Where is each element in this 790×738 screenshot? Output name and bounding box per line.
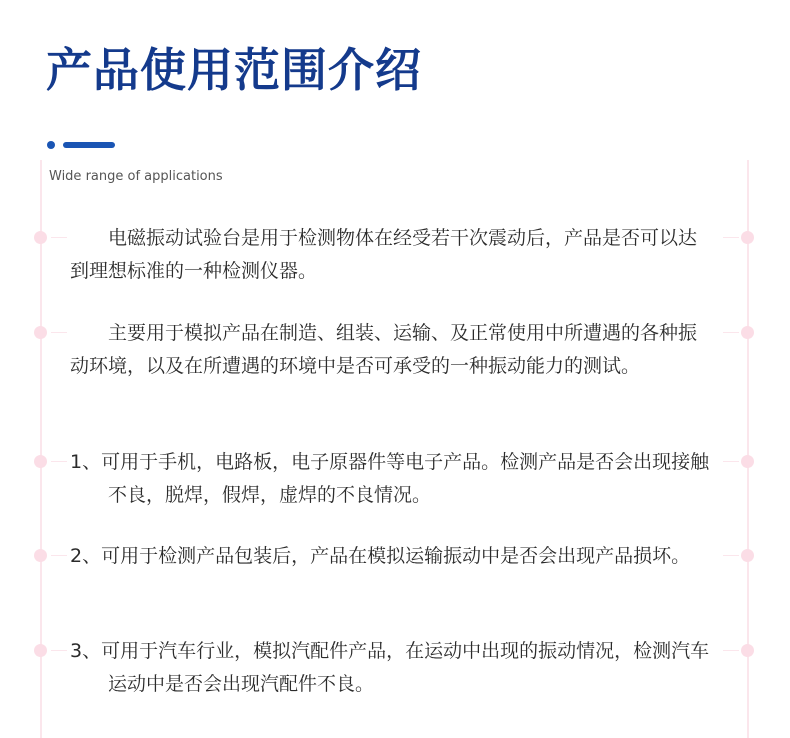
- bullet-marker-left: [34, 644, 47, 657]
- marker-tick-left: [51, 650, 67, 651]
- page-subtitle: Wide range of applications: [49, 169, 223, 184]
- marker-tick-right: [723, 332, 739, 333]
- application-item: 1、可用于手机，电路板，电子原器件等电子产品。检测产品是否会出现接触不良，脱焊，假焊，虚焊的不良情况。: [70, 451, 710, 506]
- bullet-marker-right: [741, 455, 754, 468]
- accent-dot: [47, 141, 55, 149]
- bullet-marker-right: [741, 549, 754, 562]
- bullet-marker-left: [34, 231, 47, 244]
- page-title: 产品使用范围介绍: [46, 43, 422, 97]
- bullet-marker-right: [741, 644, 754, 657]
- marker-tick-left: [51, 461, 67, 462]
- application-item: 2、可用于检测产品包装后，产品在模拟运输振动中是否会出现产品损坏。: [70, 545, 691, 567]
- marker-tick-left: [51, 237, 67, 238]
- bullet-marker-right: [741, 326, 754, 339]
- accent-bar: [63, 142, 115, 148]
- intro-paragraph: 电磁振动试验台是用于检测物体在经受若干次震动后，产品是否可以达到理想标准的一种检测仪器。: [70, 227, 698, 282]
- marker-tick-left: [51, 555, 67, 556]
- usage-paragraph: 主要用于模拟产品在制造、组装、运输、及正常使用中所遭遇的各种振动环境，以及在所遭遇的环境中是否可承受的一种振动能力的测试。: [70, 322, 698, 377]
- marker-tick-right: [723, 237, 739, 238]
- bullet-marker-left: [34, 455, 47, 468]
- marker-tick-left: [51, 332, 67, 333]
- bullet-marker-right: [741, 231, 754, 244]
- bullet-marker-left: [34, 326, 47, 339]
- bullet-marker-left: [34, 549, 47, 562]
- application-item: 3、可用于汽车行业，模拟汽配件产品，在运动中出现的振动情况，检测汽车运动中是否会出现汽配件不良。: [70, 640, 710, 695]
